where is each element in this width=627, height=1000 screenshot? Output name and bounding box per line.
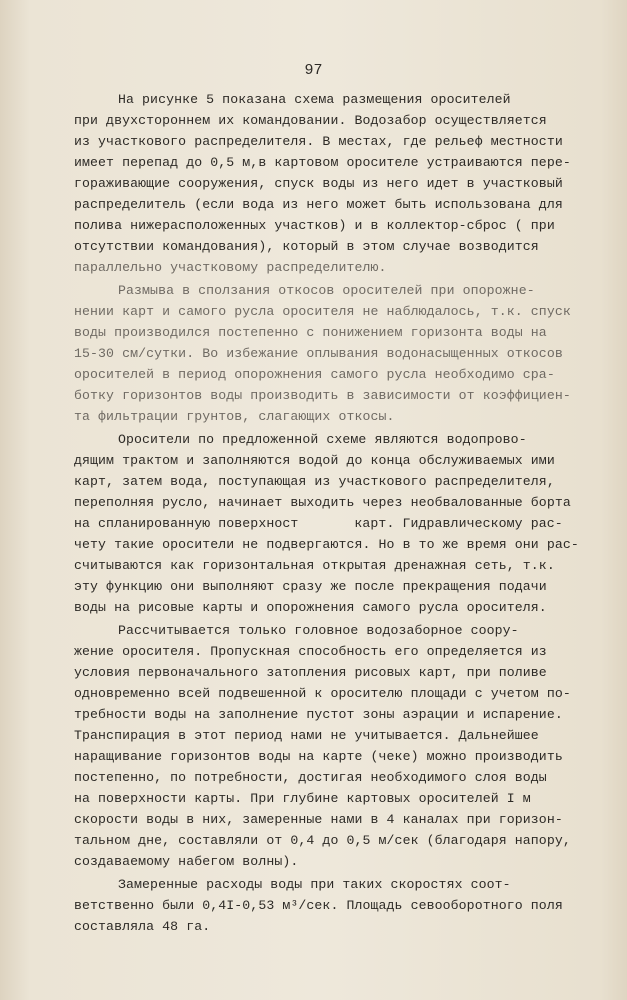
text-line: на поверхности карты. При глубине картовых оросителей I м: [74, 791, 531, 806]
text-line: ботку горизонтов воды производить в зависимости от коэффициен-: [74, 388, 571, 403]
text-line: одновременно всей подвешенной к оросителю площади с учетом по-: [74, 686, 571, 701]
text-line: Рассчитывается только головное водозаборное соору-: [118, 623, 519, 638]
text-line: 15-30 см/сутки. Во избежание оплывания водонасыщенных откосов: [74, 346, 563, 361]
text-line: та фильтрации грунтов, слагающих откосы.: [74, 409, 395, 424]
text-line: чету такие оросители не подвергаются. Но в то же время они рас-: [74, 537, 579, 552]
text-fragment: на спланированную поверхност: [74, 516, 299, 531]
text-line: отсутствии командования), который в этом случае возводится: [74, 239, 539, 254]
text-line: Замеренные расходы воды при таких скоростях соот-: [118, 877, 511, 892]
page-number: 97: [304, 62, 323, 79]
text-line: параллельно участковому распределителю.: [74, 260, 387, 275]
text-line: эту функцию они выполняют сразу же после прекращения подачи: [74, 579, 547, 594]
text-line: [74, 514, 563, 533]
text-line: карт, затем вода, поступающая из участкового распределителя,: [74, 474, 555, 489]
text-line: Транспирация в этот период нами не учитывается. Дальнейшее: [74, 728, 539, 743]
text-line: Оросители по предложенной схеме являются водопрово-: [118, 432, 527, 447]
text-line: нении карт и самого русла оросителя не наблюдалось, т.к. спуск: [74, 304, 571, 319]
text-line: условия первоначального затопления рисовых карт, при поливе: [74, 665, 547, 680]
text-fragment: карт. Гидравлическому рас-: [354, 516, 563, 531]
text-line: переполняя русло, начинает выходить через необвалованные борта: [74, 495, 571, 510]
text-line: жение оросителя. Пропускная способность его определяется из: [74, 644, 547, 659]
text-line: составляла 48 га.: [74, 919, 211, 934]
text-line: гораживающие сооружения, спуск воды из него идет в участковый: [74, 176, 563, 191]
text-line: полива нижерасположенных участков) и в коллектор-сброс ( при: [74, 218, 555, 233]
text-line: ветственно были 0,4I-0,53 м³/сек. Площадь севооборотного поля: [74, 898, 563, 913]
text-line: из участкового распределителя. В местах, где рельеф местности: [74, 134, 563, 149]
text-line: воды на рисовые карты и опорожнения самого русла оросителя.: [74, 600, 547, 615]
text-line: постепенно, по потребности, достигая необходимого слоя воды: [74, 770, 547, 785]
text-line: скорости воды в них, замеренные нами в 4 каналах при горизон-: [74, 812, 563, 827]
text-line: при двухстороннем их командовании. Водозабор осуществляется: [74, 113, 547, 128]
text-line: создаваемому набегом волны).: [74, 854, 299, 869]
text-line: На рисунке 5 показана схема размещения оросителей: [118, 92, 511, 107]
text-line: воды производился постепенно с понижением горизонта воды на: [74, 325, 547, 340]
text-line: дящим трактом и заполняются водой до конца обслуживаемых ими: [74, 453, 555, 468]
text-line: распределитель (если вода из него может быть использована для: [74, 197, 563, 212]
text-line: имеет перепад до 0,5 м,в картовом оросителе устраиваются пере-: [74, 155, 571, 170]
text-line: Размыва в сползания откосов оросителей при опорожне-: [118, 283, 535, 298]
text-line: оросителей в период опорожнения самого русла необходимо сра-: [74, 367, 555, 382]
text-line: считываются как горизонтальная открытая дренажная сеть, т.к.: [74, 558, 555, 573]
text-line: тальном дне, составляли от 0,4 до 0,5 м/сек (благодаря напору,: [74, 833, 571, 848]
text-line: наращивание горизонтов воды на карте (чеке) можно производить: [74, 749, 563, 764]
text-line: требности воды на заполнение пустот зоны аэрации и испарение.: [74, 707, 563, 722]
